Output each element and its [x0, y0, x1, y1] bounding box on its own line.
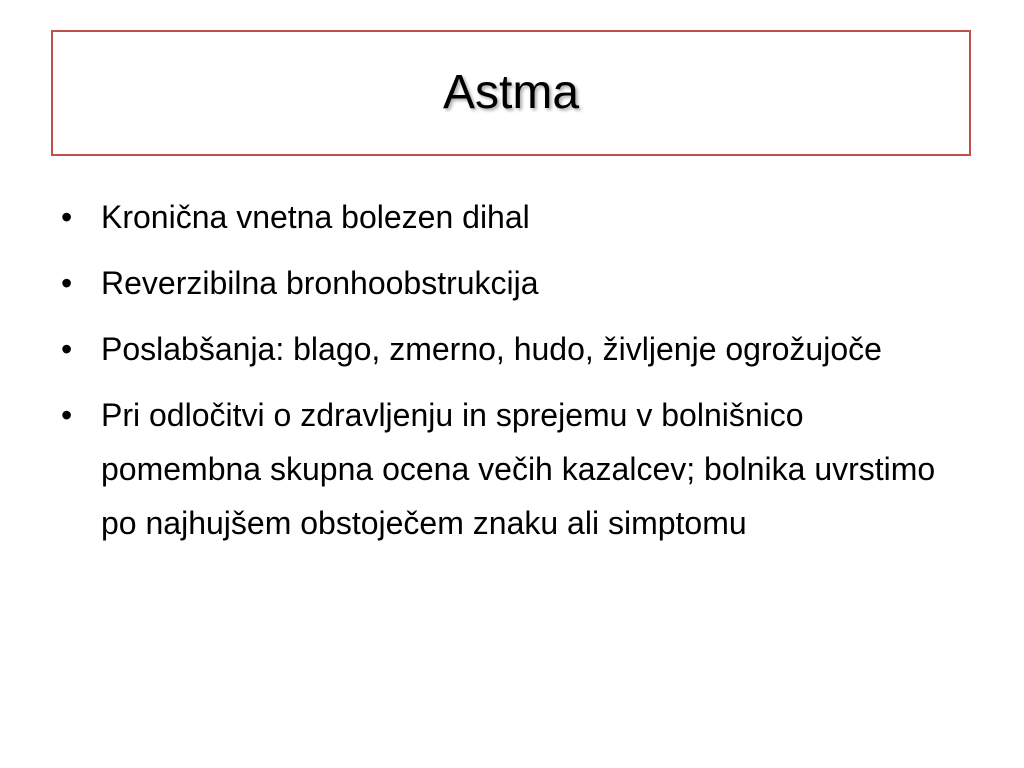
title-box: [51, 30, 971, 156]
bullet-text: Kronična vnetna bolezen dihal: [101, 199, 530, 235]
bullet-item: [58, 388, 938, 550]
slide-content: [58, 190, 938, 562]
bullet-text: Reverzibilna bronhoobstrukcija: [101, 265, 539, 301]
bullet-icon: •: [61, 265, 73, 301]
slide-title: Astma: [442, 66, 580, 119]
bullet-icon: •: [61, 331, 73, 367]
bullet-text: Pri odločitvi o zdravljenju in sprejemu v bolnišnico pomembna skupna ocena večih kazalcev; bolnika uvrstimo po najhujšem obstoječem znaku ali simptomu: [101, 397, 936, 541]
bullet-item: [58, 322, 938, 376]
bullet-item: [58, 190, 938, 244]
bullet-item: [58, 256, 938, 310]
bullet-list: [58, 190, 938, 550]
bullet-icon: •: [61, 397, 73, 433]
bullet-text: Poslabšanja: blago, zmerno, hudo, življenje ogrožujoče: [101, 331, 882, 367]
bullet-icon: •: [61, 199, 73, 235]
